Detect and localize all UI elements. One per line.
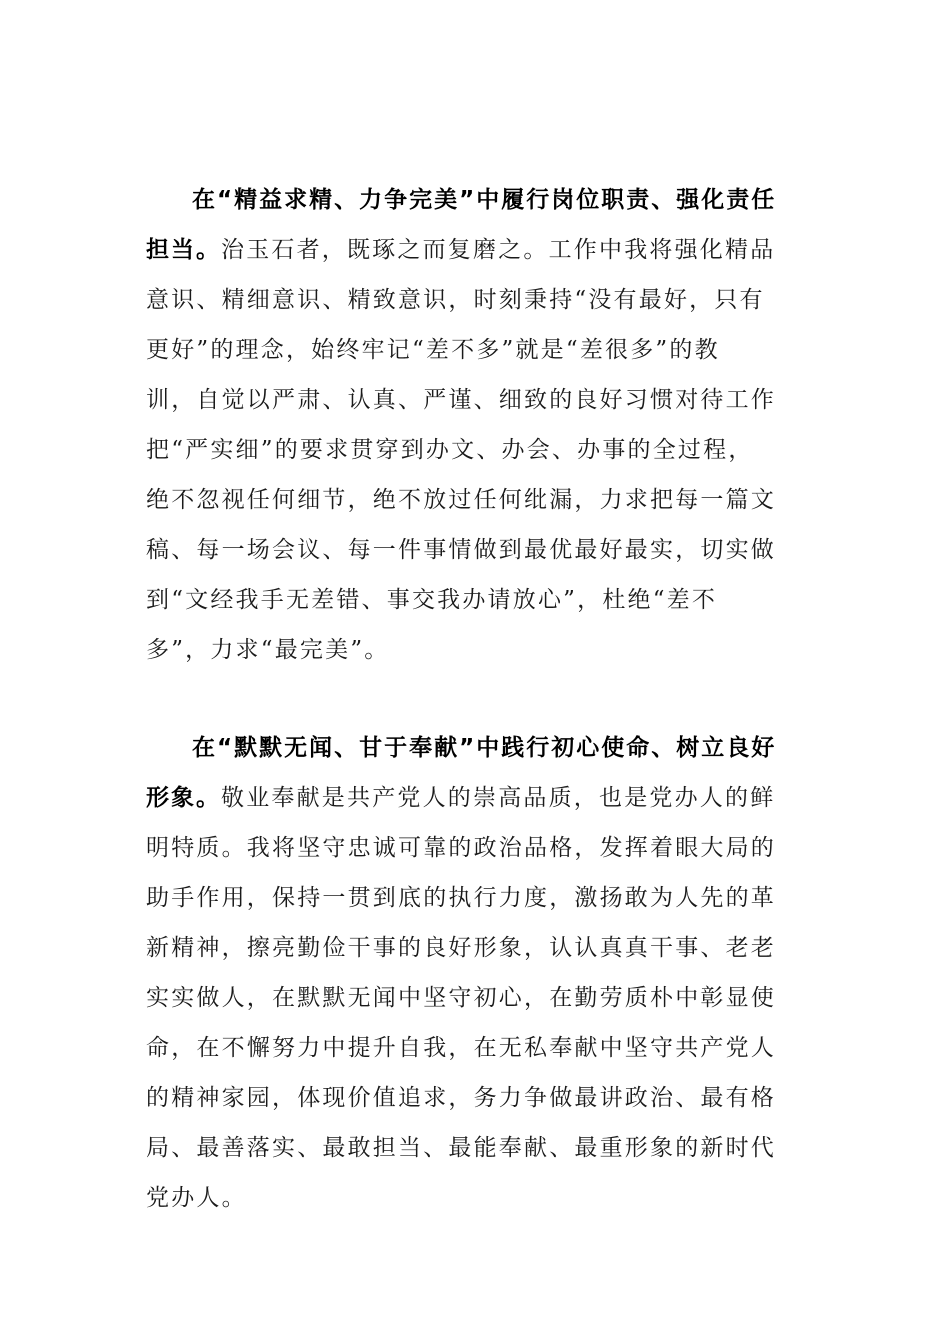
- paragraph-1-line-5: 训，自觉以严肃、认真、严谨、细致的良好习惯对待工作: [146, 387, 776, 413]
- paragraph-1-text: 治玉石者，既琢之而复磨之。工作中我将强化精品: [221, 237, 776, 263]
- paragraph-1-heading-end: 担当。: [146, 237, 221, 263]
- paragraph-2-line-2: [146, 773, 810, 823]
- paragraph-2-text: 敬业奉献是共产党人的崇高品质，也是党办人的鲜: [221, 785, 776, 811]
- paragraph-2-line-6: 实实做人，在默默无闻中坚守初心，在勤劳质朴中彰显使: [146, 985, 776, 1011]
- paragraph-1-line-9: 到“文经我手无差错、事交我办请放心”，杜绝“差不: [146, 587, 718, 613]
- paragraph-2-line-5: 新精神，擦亮勤俭干事的良好形象，认认真真干事、老老: [146, 935, 776, 961]
- paragraph-2-line-10: 党办人。: [146, 1185, 247, 1211]
- paragraph-1-heading: 在“精益求精、力争完美”中履行岗位职责、强化责任: [192, 187, 777, 213]
- paragraph-1-line-2: [146, 225, 810, 275]
- paragraph-1-line-4: 更好”的理念，始终牢记“差不多”就是“差很多”的教: [146, 337, 720, 363]
- paragraph-2-line-1: [146, 723, 810, 773]
- paragraph-1-line-3: 意识、精细意识、精致意识，时刻秉持“没有最好，只有: [146, 287, 765, 313]
- paragraph-1-line-6: 把“严实细”的要求贯穿到办文、办会、办事的全过程，: [146, 437, 754, 463]
- paragraph-2: [146, 723, 810, 1223]
- paragraph-1-line-1: [146, 175, 810, 225]
- paragraph-1-line-7: 绝不忽视任何细节，绝不放过任何纰漏，力求把每一篇文: [146, 487, 776, 513]
- paragraph-2-line-7: 命，在不懈努力中提升自我，在无私奉献中坚守共产党人: [146, 1035, 776, 1061]
- paragraph-2-line-3: 明特质。我将坚守忠诚可靠的政治品格，发挥着眼大局的: [146, 835, 776, 861]
- paragraph-1: [146, 175, 810, 675]
- paragraph-2-heading: 在“默默无闻、甘于奉献”中践行初心使命、树立良好: [192, 735, 777, 761]
- paragraph-1-line-8: 稿、每一场会议、每一件事情做到最优最好最实，切实做: [146, 537, 776, 563]
- paragraph-2-line-4: 助手作用，保持一贯到底的执行力度，激扬敢为人先的革: [146, 885, 776, 911]
- paragraph-2-line-8: 的精神家园，体现价值追求，务力争做最讲政治、最有格: [146, 1085, 776, 1111]
- paragraph-1-line-10: 多”，力求“最完美”。: [146, 637, 390, 663]
- paragraph-2-heading-end: 形象。: [146, 785, 221, 811]
- paragraph-2-line-9: 局、最善落实、最敢担当、最能奉献、最重形象的新时代: [146, 1135, 776, 1161]
